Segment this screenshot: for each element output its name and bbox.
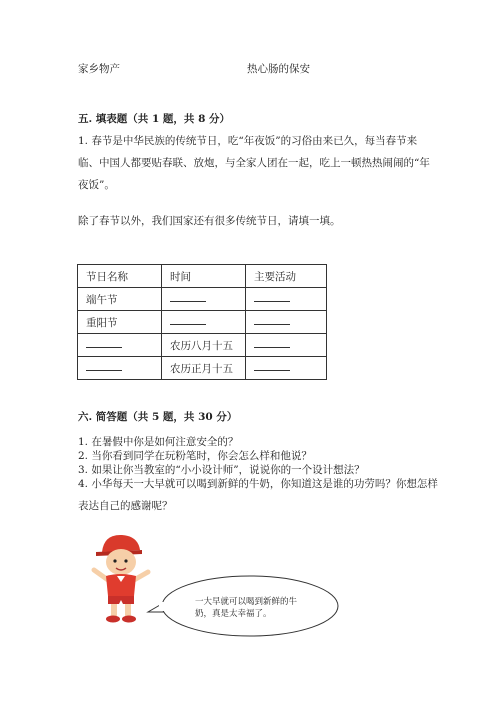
answer-blank[interactable] <box>254 339 290 348</box>
blank-cell[interactable] <box>246 288 327 311</box>
header-cell: 时间 <box>162 265 246 288</box>
answer-blank[interactable] <box>170 293 206 302</box>
table-cell: 端午节 <box>78 288 162 311</box>
boy-illustration <box>88 530 154 625</box>
section6-heading: 六. 简答题（共 5 题，共 30 分） <box>78 411 238 423</box>
blank-cell[interactable] <box>162 288 246 311</box>
answer-blank[interactable] <box>254 293 290 302</box>
question-item-continued: 表达自己的感谢呢？ <box>78 500 173 512</box>
answer-blank[interactable] <box>86 339 122 348</box>
question-item: 4. 小华每天一大早就可以喝到新鲜的牛奶，你知道这是谁的功劳吗？你想怎样 <box>78 478 438 490</box>
answer-blank[interactable] <box>254 316 290 325</box>
question-item: 1. 在暑假中你是如何注意安全的？ <box>78 436 239 448</box>
table-row <box>78 311 327 334</box>
table-row <box>78 357 327 380</box>
item-right: 热心肠的保安 <box>247 63 310 75</box>
table-cell: 农历正月十五 <box>162 357 246 380</box>
table-cell: 重阳节 <box>78 311 162 334</box>
blank-cell[interactable] <box>78 334 162 357</box>
header-cell: 节日名称 <box>78 265 162 288</box>
answer-blank[interactable] <box>86 362 122 371</box>
table-cell: 农历八月十五 <box>162 334 246 357</box>
table-row <box>78 288 327 311</box>
festival-table <box>77 264 327 380</box>
blank-cell[interactable] <box>162 311 246 334</box>
table-row <box>78 334 327 357</box>
header-cell: 主要活动 <box>246 265 327 288</box>
section5-instruction: 除了春节以外，我们国家还有很多传统节日，请填一填。 <box>78 215 341 227</box>
section5-q1: 1. 春节是中华民族的传统节日，吃“年夜饭”的习俗由来已久，每当春节来临、中国人都要贴春联、放炮，与全家人团在一起，吃上一顿热热闹闹的“年夜饭”。 <box>78 135 430 191</box>
blank-cell[interactable] <box>246 334 327 357</box>
bubble-text: 一大早就可以喝到新鲜的牛奶，真是太幸福了。 <box>195 597 298 619</box>
section5-heading: 五. 填表题（共 1 题，共 8 分） <box>78 113 231 125</box>
blank-cell[interactable] <box>246 357 327 380</box>
question-item: 2. 当你看到同学在玩粉笔时，你会怎么样和他说？ <box>78 450 312 462</box>
question-list <box>78 435 438 491</box>
blank-cell[interactable] <box>246 311 327 334</box>
answer-blank[interactable] <box>254 362 290 371</box>
blank-cell[interactable] <box>78 357 162 380</box>
item-left: 家乡物产 <box>78 63 120 75</box>
table-header-row <box>78 265 327 288</box>
question-item: 3. 如果让你当教室的“小小设计师”，说说你的一个设计想法？ <box>78 464 365 476</box>
answer-blank[interactable] <box>170 316 206 325</box>
